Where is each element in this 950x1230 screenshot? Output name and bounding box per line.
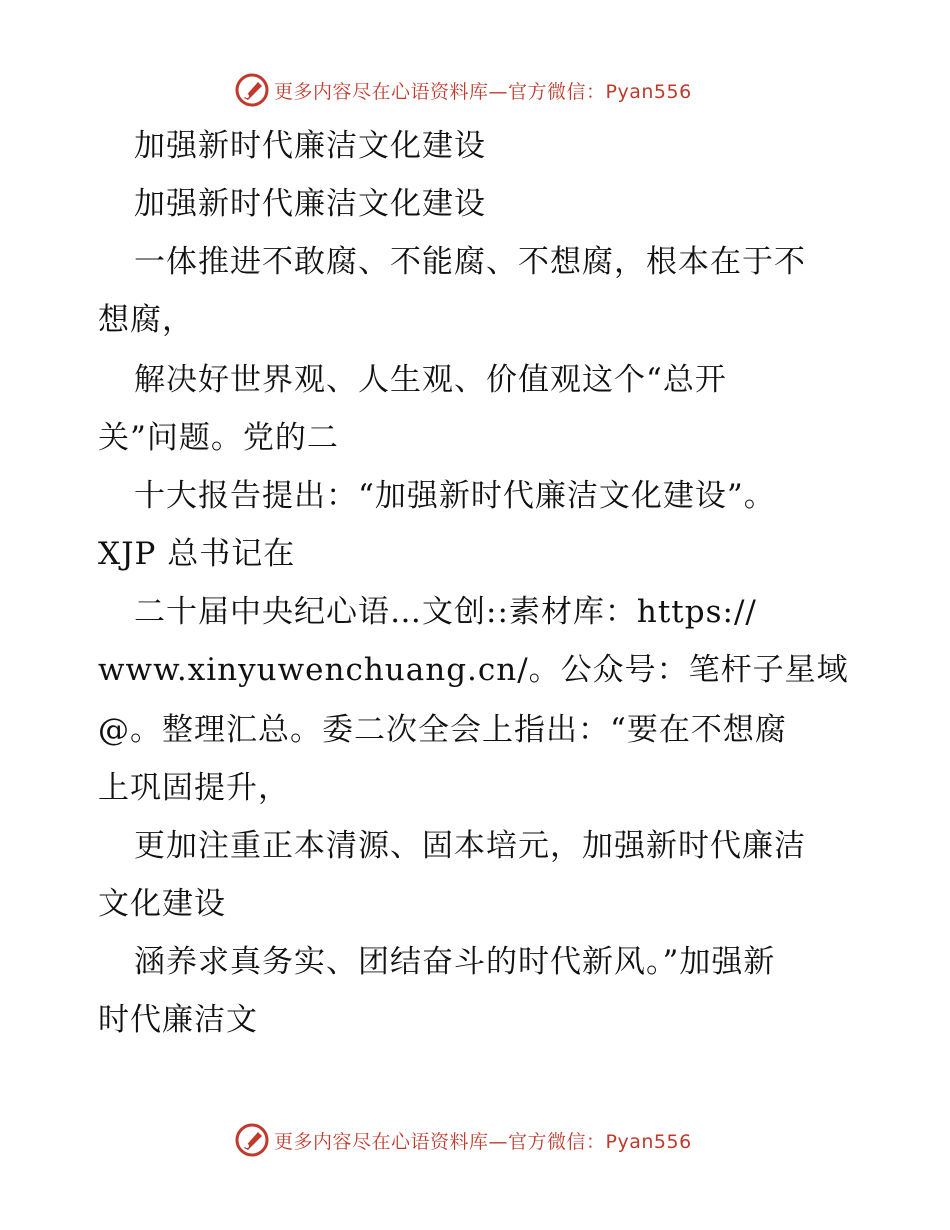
watermark-text: 更多内容尽在心语资料库—官方微信：Pyan556 xyxy=(274,80,692,103)
watermark-text: 更多内容尽在心语资料库—官方微信：Pyan556 xyxy=(274,1130,692,1153)
text-line: 十大报告提出：“加强新时代廉洁文化建设”。 xyxy=(134,478,776,514)
text-line: 涵养求真务实、团结奋斗的时代新风。”加强新 xyxy=(134,944,776,980)
text-line: XJP 总书记在 xyxy=(98,536,296,572)
text-line: 更加注重正本清源、固本培元，加强新时代廉洁 xyxy=(134,828,806,864)
text-line: 文化建设 xyxy=(98,886,226,922)
text-line: 上巩固提升， xyxy=(98,770,290,806)
text-line: @。整理汇总。委二次全会上指出：“要在不想腐 xyxy=(98,712,787,748)
text-line: 二十届中央纪心语…文创::素材库：https:// xyxy=(134,594,757,630)
text-line: 关”问题。党的二 xyxy=(98,420,339,456)
header-watermark xyxy=(234,70,714,110)
text-line: 加强新时代廉洁文化建设 xyxy=(134,128,486,164)
text-line: 加强新时代廉洁文化建设 xyxy=(134,186,486,222)
text-line: 想腐， xyxy=(98,302,194,338)
text-line: www.xinyuwenchuang.cn/。公众号：笔杆子星域 xyxy=(98,652,849,688)
pen-nib-logo-icon xyxy=(234,72,270,108)
text-line: 时代廉洁文 xyxy=(98,1002,258,1038)
pen-nib-logo-icon xyxy=(234,1122,270,1158)
text-line: 一体推进不敢腐、不能腐、不想腐，根本在于不 xyxy=(134,244,806,280)
text-line: 解决好世界观、人生观、价值观这个“总开 xyxy=(134,362,727,398)
footer-watermark xyxy=(234,1120,714,1160)
